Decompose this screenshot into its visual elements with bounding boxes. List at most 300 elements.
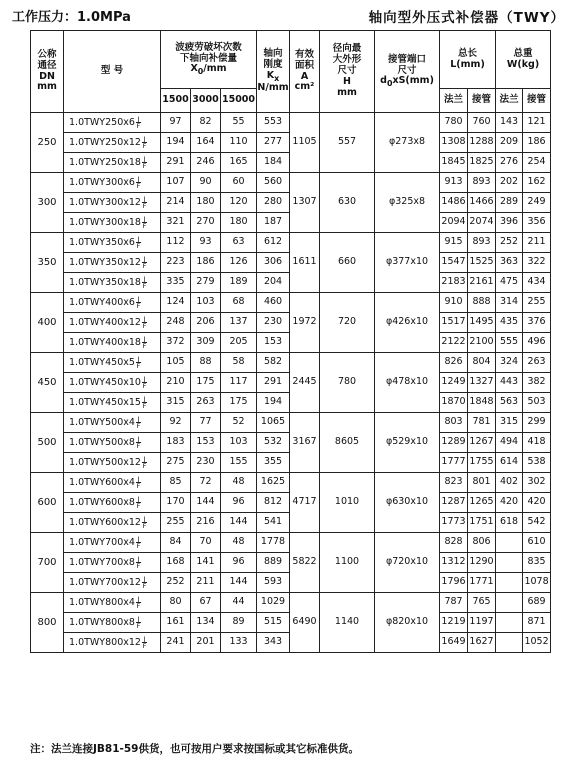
height-cell: 1100 [320,533,375,593]
comp-15000-cell: 52 [221,413,257,433]
length-flange-cell: 1649 [440,633,468,653]
model-name: 1.0TWY250x12 [69,137,141,148]
model-cell [64,213,161,233]
height-cell: 1140 [320,593,375,653]
dn-cell: 350 [31,233,64,293]
model-cell [64,513,161,533]
weight-tube-cell: 871 [523,613,551,633]
length-tube-cell: 781 [468,413,496,433]
stiffness-cell: 343 [257,633,290,653]
height-cell: 630 [320,173,375,233]
jf-suffix-icon: $\frac{J}{F}$ [136,235,141,250]
stiffness-cell: 582 [257,353,290,373]
comp-3000-cell: 70 [191,533,221,553]
stiffness-cell: 153 [257,333,290,353]
weight-flange-cell: 555 [496,333,523,353]
model-cell [64,173,161,193]
stiffness-cell: 1065 [257,413,290,433]
model-cell [64,553,161,573]
length-tube-cell: 1848 [468,393,496,413]
header-height: 径向最 大外形 尺寸 H mm [320,31,375,113]
weight-flange-cell: 324 [496,353,523,373]
weight-tube-cell: 249 [523,193,551,213]
pipe-cell: φ820x10 [375,593,440,653]
comp-15000-cell: 126 [221,253,257,273]
comp-3000-cell: 263 [191,393,221,413]
jf-suffix-icon: $\frac{J}{F}$ [142,255,147,270]
comp-1500-cell: 252 [161,573,191,593]
area-cell: 5822 [290,533,320,593]
length-tube-cell: 1627 [468,633,496,653]
model-name: 1.0TWY450x15 [69,397,141,408]
model-cell [64,633,161,653]
comp-1500-cell: 168 [161,553,191,573]
model-cell [64,113,161,133]
length-tube-cell: 1197 [468,613,496,633]
jf-suffix-icon: $\frac{J}{F}$ [142,215,147,230]
model-name: 1.0TWY600x12 [69,517,141,528]
jf-suffix-icon: $\frac{J}{F}$ [142,135,147,150]
comp-15000-cell: 205 [221,333,257,353]
model-cell [64,613,161,633]
jf-suffix-icon: $\frac{J}{F}$ [142,315,147,330]
pipe-cell: φ720x10 [375,533,440,593]
weight-flange-cell: 420 [496,493,523,513]
model-cell [64,533,161,553]
comp-15000-cell: 137 [221,313,257,333]
area-cell: 4717 [290,473,320,533]
model-cell [64,413,161,433]
model-name: 1.0TWY700x12 [69,577,141,588]
length-flange-cell: 2183 [440,273,468,293]
area-cell: 6490 [290,593,320,653]
model-cell [64,493,161,513]
comp-3000-cell: 90 [191,173,221,193]
spec-table-body [31,113,551,653]
length-tube-cell: 806 [468,533,496,553]
comp-1500-cell: 241 [161,633,191,653]
jf-suffix-icon: $\frac{J}{F}$ [142,155,147,170]
table-row [31,533,551,553]
length-tube-cell: 1466 [468,193,496,213]
jf-suffix-icon: $\frac{J}{F}$ [136,415,141,430]
length-tube-cell: 1495 [468,313,496,333]
length-tube-cell: 2100 [468,333,496,353]
model-cell [64,333,161,353]
comp-15000-cell: 68 [221,293,257,313]
comp-15000-cell: 120 [221,193,257,213]
length-tube-cell: 1771 [468,573,496,593]
area-cell: 2445 [290,353,320,413]
model-name: 1.0TWY450x5 [69,357,135,368]
model-cell [64,253,161,273]
footnote: 注：法兰连接JB81-59供货，也可按用户要求按国标或其它标准供货。 [30,743,359,755]
comp-15000-cell: 96 [221,493,257,513]
length-tube-cell: 760 [468,113,496,133]
length-flange-cell: 1547 [440,253,468,273]
comp-1500-cell: 275 [161,453,191,473]
model-name: 1.0TWY800x8 [69,617,135,628]
weight-flange-cell: 252 [496,233,523,253]
pipe-cell: φ273x8 [375,113,440,173]
model-cell [64,153,161,173]
weight-flange-cell: 289 [496,193,523,213]
table-row [31,293,551,313]
length-flange-cell: 1517 [440,313,468,333]
length-flange-cell: 915 [440,233,468,253]
model-name: 1.0TWY400x6 [69,297,135,308]
comp-3000-cell: 103 [191,293,221,313]
comp-1500-cell: 85 [161,473,191,493]
comp-3000-cell: 141 [191,553,221,573]
length-tube-cell: 2161 [468,273,496,293]
comp-1500-cell: 105 [161,353,191,373]
comp-15000-cell: 144 [221,573,257,593]
comp-3000-cell: 82 [191,113,221,133]
comp-3000-cell: 246 [191,153,221,173]
stiffness-cell: 277 [257,133,290,153]
model-cell [64,313,161,333]
comp-1500-cell: 84 [161,533,191,553]
model-cell [64,433,161,453]
comp-15000-cell: 110 [221,133,257,153]
jf-suffix-icon: $\frac{J}{F}$ [142,275,147,290]
stiffness-cell: 355 [257,453,290,473]
jf-suffix-icon: $\frac{J}{F}$ [142,455,147,470]
header-weight-tube: 接管 [523,89,551,113]
comp-3000-cell: 164 [191,133,221,153]
model-name: 1.0TWY300x12 [69,197,141,208]
stiffness-cell: 812 [257,493,290,513]
dn-cell: 500 [31,413,64,473]
model-name: 1.0TWY500x12 [69,457,141,468]
length-flange-cell: 1312 [440,553,468,573]
model-cell [64,193,161,213]
stiffness-cell: 187 [257,213,290,233]
length-flange-cell: 780 [440,113,468,133]
weight-tube-cell: 610 [523,533,551,553]
weight-tube-cell: 835 [523,553,551,573]
model-name: 1.0TWY350x12 [69,257,141,268]
weight-tube-cell: 121 [523,113,551,133]
weight-flange-cell: 435 [496,313,523,333]
length-tube-cell: 801 [468,473,496,493]
weight-flange-cell: 314 [496,293,523,313]
length-flange-cell: 1287 [440,493,468,513]
comp-15000-cell: 175 [221,393,257,413]
header-length-flange: 法兰 [440,89,468,113]
comp-15000-cell: 117 [221,373,257,393]
dn-cell: 300 [31,173,64,233]
comp-3000-cell: 67 [191,593,221,613]
stiffness-cell: 593 [257,573,290,593]
comp-1500-cell: 107 [161,173,191,193]
comp-15000-cell: 165 [221,153,257,173]
table-row [31,113,551,133]
comp-1500-cell: 92 [161,413,191,433]
length-flange-cell: 2094 [440,213,468,233]
length-flange-cell: 1796 [440,573,468,593]
comp-15000-cell: 55 [221,113,257,133]
comp-3000-cell: 72 [191,473,221,493]
spec-table [30,30,551,653]
length-flange-cell: 2122 [440,333,468,353]
model-name: 1.0TWY400x12 [69,317,141,328]
length-tube-cell: 888 [468,293,496,313]
stiffness-cell: 1778 [257,533,290,553]
stiffness-cell: 532 [257,433,290,453]
comp-3000-cell: 211 [191,573,221,593]
weight-tube-cell: 376 [523,313,551,333]
length-tube-cell: 1267 [468,433,496,453]
table-row [31,353,551,373]
length-tube-cell: 893 [468,233,496,253]
model-cell [64,593,161,613]
header-area: 有效 面积 A cm² [290,31,320,113]
comp-3000-cell: 216 [191,513,221,533]
comp-15000-cell: 63 [221,233,257,253]
weight-tube-cell: 162 [523,173,551,193]
jf-suffix-icon: $\frac{J}{F}$ [136,615,141,630]
jf-suffix-icon: $\frac{J}{F}$ [136,475,141,490]
model-cell [64,373,161,393]
length-tube-cell: 1290 [468,553,496,573]
length-tube-cell: 1825 [468,153,496,173]
comp-1500-cell: 161 [161,613,191,633]
model-name: 1.0TWY700x8 [69,557,135,568]
table-row [31,413,551,433]
table-row [31,593,551,613]
dn-cell: 400 [31,293,64,353]
comp-1500-cell: 291 [161,153,191,173]
stiffness-cell: 612 [257,233,290,253]
stiffness-cell: 204 [257,273,290,293]
model-cell [64,573,161,593]
length-tube-cell: 1525 [468,253,496,273]
jf-suffix-icon: $\frac{J}{F}$ [136,435,141,450]
comp-1500-cell: 112 [161,233,191,253]
dn-cell: 600 [31,473,64,533]
weight-flange-cell [496,593,523,613]
comp-1500-cell: 335 [161,273,191,293]
model-name: 1.0TWY800x12 [69,637,141,648]
length-flange-cell: 1870 [440,393,468,413]
header-dn: 公称 通径 DN mm [31,31,64,113]
comp-3000-cell: 206 [191,313,221,333]
jf-suffix-icon: $\frac{J}{F}$ [136,175,141,190]
length-flange-cell: 826 [440,353,468,373]
comp-15000-cell: 60 [221,173,257,193]
weight-tube-cell: 382 [523,373,551,393]
length-tube-cell: 765 [468,593,496,613]
comp-3000-cell: 180 [191,193,221,213]
weight-tube-cell: 254 [523,153,551,173]
comp-3000-cell: 230 [191,453,221,473]
dn-cell: 700 [31,533,64,593]
comp-15000-cell: 103 [221,433,257,453]
model-name: 1.0TWY450x10 [69,377,141,388]
comp-1500-cell: 315 [161,393,191,413]
comp-3000-cell: 186 [191,253,221,273]
pipe-cell: φ426x10 [375,293,440,353]
area-cell: 3167 [290,413,320,473]
length-flange-cell: 828 [440,533,468,553]
model-name: 1.0TWY600x8 [69,497,135,508]
weight-tube-cell: 496 [523,333,551,353]
weight-flange-cell: 396 [496,213,523,233]
jf-suffix-icon: $\frac{J}{F}$ [136,495,141,510]
stiffness-cell: 306 [257,253,290,273]
comp-15000-cell: 180 [221,213,257,233]
header-pipe: 接管端口 尺寸 $d_0xS(mm)$ [375,31,440,113]
model-name: 1.0TWY350x18 [69,277,141,288]
stiffness-cell: 889 [257,553,290,573]
length-flange-cell: 1289 [440,433,468,453]
stiffness-cell: 291 [257,373,290,393]
comp-1500-cell: 170 [161,493,191,513]
comp-1500-cell: 183 [161,433,191,453]
jf-suffix-icon: $\frac{J}{F}$ [136,595,141,610]
comp-15000-cell: 133 [221,633,257,653]
header-length-tube: 接管 [468,89,496,113]
comp-15000-cell: 44 [221,593,257,613]
weight-tube-cell: 322 [523,253,551,273]
comp-1500-cell: 248 [161,313,191,333]
stiffness-cell: 515 [257,613,290,633]
weight-tube-cell: 299 [523,413,551,433]
model-name: 1.0TWY350x6 [69,237,135,248]
jf-suffix-icon: $\frac{J}{F}$ [136,355,141,370]
comp-15000-cell: 58 [221,353,257,373]
weight-tube-cell: 420 [523,493,551,513]
jf-suffix-icon: $\frac{J}{F}$ [136,115,141,130]
model-name: 1.0TWY700x4 [69,537,135,548]
area-cell: 1105 [290,113,320,173]
weight-flange-cell: 202 [496,173,523,193]
weight-flange-cell: 618 [496,513,523,533]
height-cell: 1010 [320,473,375,533]
comp-3000-cell: 153 [191,433,221,453]
comp-15000-cell: 96 [221,553,257,573]
comp-15000-cell: 189 [221,273,257,293]
area-cell: 1307 [290,173,320,233]
weight-tube-cell: 186 [523,133,551,153]
length-flange-cell: 1773 [440,513,468,533]
comp-3000-cell: 93 [191,233,221,253]
length-flange-cell: 1249 [440,373,468,393]
stiffness-cell: 280 [257,193,290,213]
comp-3000-cell: 134 [191,613,221,633]
stiffness-cell: 1625 [257,473,290,493]
jf-suffix-icon: $\frac{J}{F}$ [142,635,147,650]
model-name: 1.0TWY600x4 [69,477,135,488]
jf-suffix-icon: $\frac{J}{F}$ [142,575,147,590]
document-title: 轴向型外压式补偿器（TWY） [368,10,565,26]
length-tube-cell: 1755 [468,453,496,473]
dn-cell: 800 [31,593,64,653]
length-flange-cell: 1777 [440,453,468,473]
stiffness-cell: 460 [257,293,290,313]
weight-tube-cell: 434 [523,273,551,293]
comp-1500-cell: 194 [161,133,191,153]
comp-1500-cell: 210 [161,373,191,393]
stiffness-cell: 184 [257,153,290,173]
length-tube-cell: 1327 [468,373,496,393]
comp-15000-cell: 48 [221,473,257,493]
weight-flange-cell: 614 [496,453,523,473]
dn-cell: 450 [31,353,64,413]
weight-flange-cell: 402 [496,473,523,493]
length-flange-cell: 787 [440,593,468,613]
comp-1500-cell: 223 [161,253,191,273]
height-cell: 8605 [320,413,375,473]
length-flange-cell: 913 [440,173,468,193]
height-cell: 720 [320,293,375,353]
jf-suffix-icon: $\frac{J}{F}$ [142,195,147,210]
comp-1500-cell: 372 [161,333,191,353]
pipe-cell: φ478x10 [375,353,440,413]
length-tube-cell: 1265 [468,493,496,513]
weight-tube-cell: 503 [523,393,551,413]
weight-tube-cell: 418 [523,433,551,453]
comp-3000-cell: 309 [191,333,221,353]
comp-3000-cell: 201 [191,633,221,653]
model-cell [64,293,161,313]
weight-flange-cell [496,533,523,553]
model-cell [64,453,161,473]
header-cycles-3000: 3000 [191,89,221,113]
weight-tube-cell: 1052 [523,633,551,653]
length-flange-cell: 1845 [440,153,468,173]
weight-flange-cell: 443 [496,373,523,393]
comp-15000-cell: 144 [221,513,257,533]
header-cycles-1500: 1500 [161,89,191,113]
weight-flange-cell: 363 [496,253,523,273]
comp-15000-cell: 89 [221,613,257,633]
working-pressure-label: 工作压力：1.0MPa [12,10,131,25]
area-cell: 1972 [290,293,320,353]
jf-suffix-icon: $\frac{J}{F}$ [142,375,147,390]
length-tube-cell: 1288 [468,133,496,153]
model-name: 1.0TWY300x18 [69,217,141,228]
weight-flange-cell: 143 [496,113,523,133]
table-row [31,173,551,193]
stiffness-cell: 553 [257,113,290,133]
stiffness-cell: 194 [257,393,290,413]
weight-flange-cell [496,573,523,593]
length-flange-cell: 803 [440,413,468,433]
stiffness-cell: 560 [257,173,290,193]
length-flange-cell: 910 [440,293,468,313]
weight-tube-cell: 255 [523,293,551,313]
header-stiffness: 轴向 刚度 $K_x$ N/mm [257,31,290,113]
header-cycles-15000: 15000 [221,89,257,113]
comp-15000-cell: 155 [221,453,257,473]
height-cell: 780 [320,353,375,413]
comp-1500-cell: 255 [161,513,191,533]
length-tube-cell: 804 [468,353,496,373]
area-cell: 1611 [290,233,320,293]
comp-1500-cell: 124 [161,293,191,313]
pipe-cell: φ377x10 [375,233,440,293]
weight-tube-cell: 211 [523,233,551,253]
model-cell [64,233,161,253]
comp-3000-cell: 144 [191,493,221,513]
weight-tube-cell: 538 [523,453,551,473]
weight-tube-cell: 302 [523,473,551,493]
header-length: 总长 L(mm) [440,31,496,89]
weight-flange-cell: 563 [496,393,523,413]
